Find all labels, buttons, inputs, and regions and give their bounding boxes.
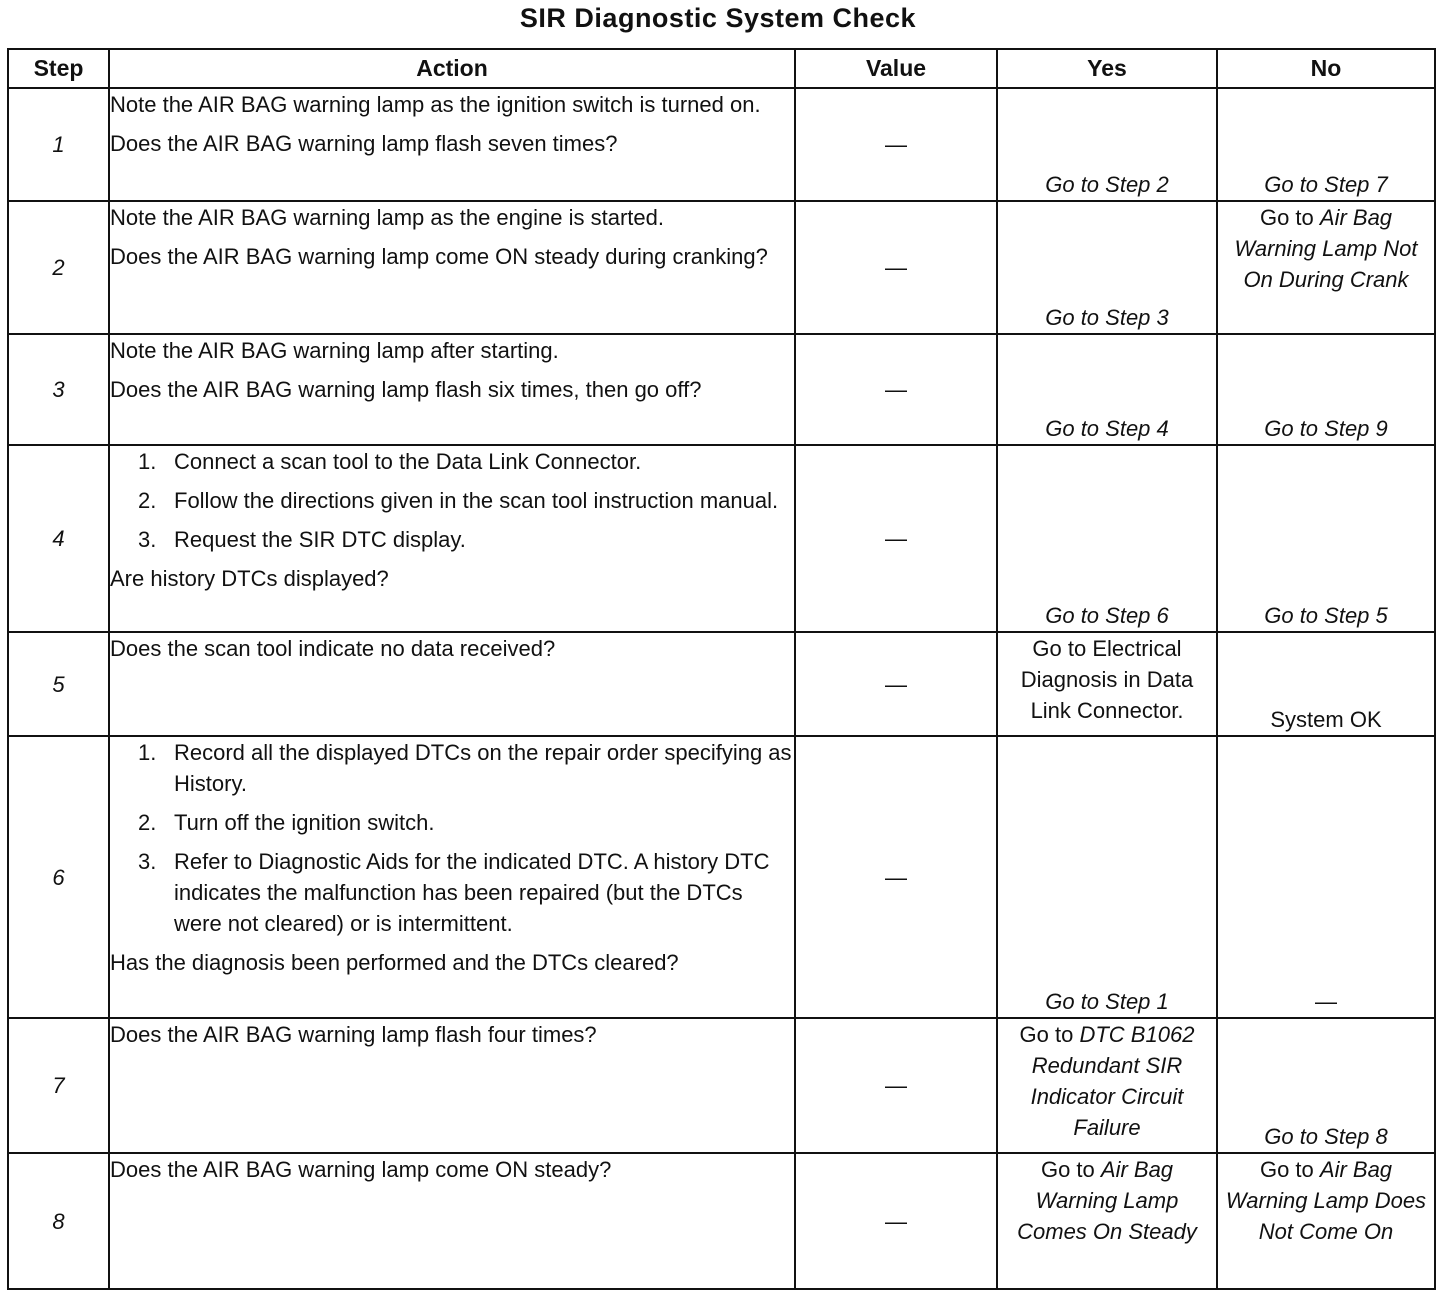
header-action: Action [109, 49, 795, 88]
yes-prefix: Go to [1040, 1157, 1095, 1182]
value-cell: — [795, 736, 997, 1018]
no-reference: Air Bag Warning Lamp Not On During Crank [1234, 205, 1418, 292]
no-cell [1217, 201, 1435, 334]
no-cell: Go to Step 9 [1217, 334, 1435, 445]
value-cell: — [795, 1018, 997, 1153]
table-row [8, 736, 1435, 1018]
no-cell [1217, 1153, 1435, 1289]
diagnostic-table [7, 48, 1436, 1290]
action-cell [109, 632, 795, 736]
no-prefix: Go to [1259, 205, 1314, 230]
list-item: 3. Refer to Diagnostic Aids for the indicated DTC. A history DTC indicates the malfunction has been repaired (but the DTCs were not cleared) or is intermittent. [138, 849, 770, 936]
yes-cell: Go to Step 6 [997, 445, 1217, 632]
header-step: Step [8, 49, 109, 88]
no-cell: Go to Step 8 [1217, 1018, 1435, 1153]
yes-cell: Go to Step 4 [997, 334, 1217, 445]
value-cell: — [795, 88, 997, 201]
list-item-text: Refer to Diagnostic Aids for the indicated DTC. A history DTC indicates the malfunction has been repaired (but the DTCs were not cleared) or is intermittent. [174, 849, 770, 936]
action-cell [109, 1018, 795, 1153]
action-question: Does the AIR BAG warning lamp come ON steady during cranking? [110, 244, 768, 269]
list-item-text: Turn off the ignition switch. [174, 810, 435, 835]
action-cell [109, 1153, 795, 1289]
action-question: Does the AIR BAG warning lamp flash four times? [110, 1022, 597, 1047]
action-list [110, 737, 794, 939]
no-cell: Go to Step 7 [1217, 88, 1435, 201]
step-number: 2 [8, 201, 109, 334]
action-note: Note the AIR BAG warning lamp as the engine is started. [110, 205, 664, 230]
list-item-text: Record all the displayed DTCs on the repair order specifying as History. [174, 740, 792, 796]
yes-cell: Go to Step 3 [997, 201, 1217, 334]
action-question: Does the scan tool indicate no data received? [110, 636, 556, 661]
step-number: 5 [8, 632, 109, 736]
yes-cell: Go to Step 1 [997, 736, 1217, 1018]
action-question: Does the AIR BAG warning lamp come ON steady? [110, 1157, 612, 1182]
step-number: 4 [8, 445, 109, 632]
action-note: Note the AIR BAG warning lamp after starting. [110, 338, 559, 363]
table-header-row [8, 49, 1435, 88]
list-item-text: Request the SIR DTC display. [174, 527, 466, 552]
action-cell [109, 201, 795, 334]
value-cell: — [795, 1153, 997, 1289]
no-reference: Air Bag Warning Lamp Does Not Come On [1225, 1157, 1427, 1244]
page-title: SIR Diagnostic System Check [519, 3, 917, 33]
table-row [8, 632, 1435, 736]
action-note: Note the AIR BAG warning lamp as the ignition switch is turned on. [110, 92, 761, 117]
no-cell: System OK [1217, 632, 1435, 736]
no-cell: Go to Step 5 [1217, 445, 1435, 632]
list-item-text: Follow the directions given in the scan tool instruction manual. [174, 488, 779, 513]
yes-cell [997, 1018, 1217, 1153]
table-row [8, 1153, 1435, 1289]
value-cell: — [795, 334, 997, 445]
step-number: 1 [8, 88, 109, 201]
no-cell: — [1217, 736, 1435, 1018]
table-row [8, 445, 1435, 632]
action-cell [109, 88, 795, 201]
list-item: 3. Request the SIR DTC display. [138, 527, 466, 552]
yes-cell [997, 1153, 1217, 1289]
no-prefix: Go to [1259, 1157, 1314, 1182]
list-item: 1. Connect a scan tool to the Data Link Connector. [138, 449, 642, 474]
list-item: 2. Turn off the ignition switch. [138, 810, 435, 835]
yes-cell: Go to Electrical Diagnosis in Data Link Connector. [997, 632, 1217, 736]
list-item-text: Connect a scan tool to the Data Link Connector. [174, 449, 642, 474]
step-number: 3 [8, 334, 109, 445]
list-item: 2. Follow the directions given in the scan tool instruction manual. [138, 488, 779, 513]
action-question: Does the AIR BAG warning lamp flash six times, then go off? [110, 377, 702, 402]
yes-reference: Air Bag Warning Lamp Comes On Steady [1017, 1157, 1197, 1244]
action-question: Does the AIR BAG warning lamp flash seven times? [110, 131, 618, 156]
header-yes: Yes [997, 49, 1217, 88]
value-cell: — [795, 445, 997, 632]
yes-cell: Go to Step 2 [997, 88, 1217, 201]
action-question: Are history DTCs displayed? [110, 566, 389, 591]
step-number: 8 [8, 1153, 109, 1289]
list-item: 1. Record all the displayed DTCs on the repair order specifying as History. [138, 740, 792, 796]
step-number: 6 [8, 736, 109, 1018]
table-row [8, 201, 1435, 334]
step-number: 7 [8, 1018, 109, 1153]
header-no: No [1217, 49, 1435, 88]
action-cell [109, 445, 795, 632]
action-cell [109, 334, 795, 445]
table-row [8, 334, 1435, 445]
value-cell: — [795, 632, 997, 736]
header-value: Value [795, 49, 997, 88]
table-row [8, 1018, 1435, 1153]
value-cell: — [795, 201, 997, 334]
action-cell [109, 736, 795, 1018]
yes-prefix: Go to [1019, 1022, 1074, 1047]
table-row [8, 88, 1435, 201]
action-question: Has the diagnosis been performed and the DTCs cleared? [110, 950, 679, 975]
action-list [110, 446, 794, 555]
yes-reference: DTC B1062 Redundant SIR Indicator Circuit Failure [1030, 1022, 1195, 1140]
